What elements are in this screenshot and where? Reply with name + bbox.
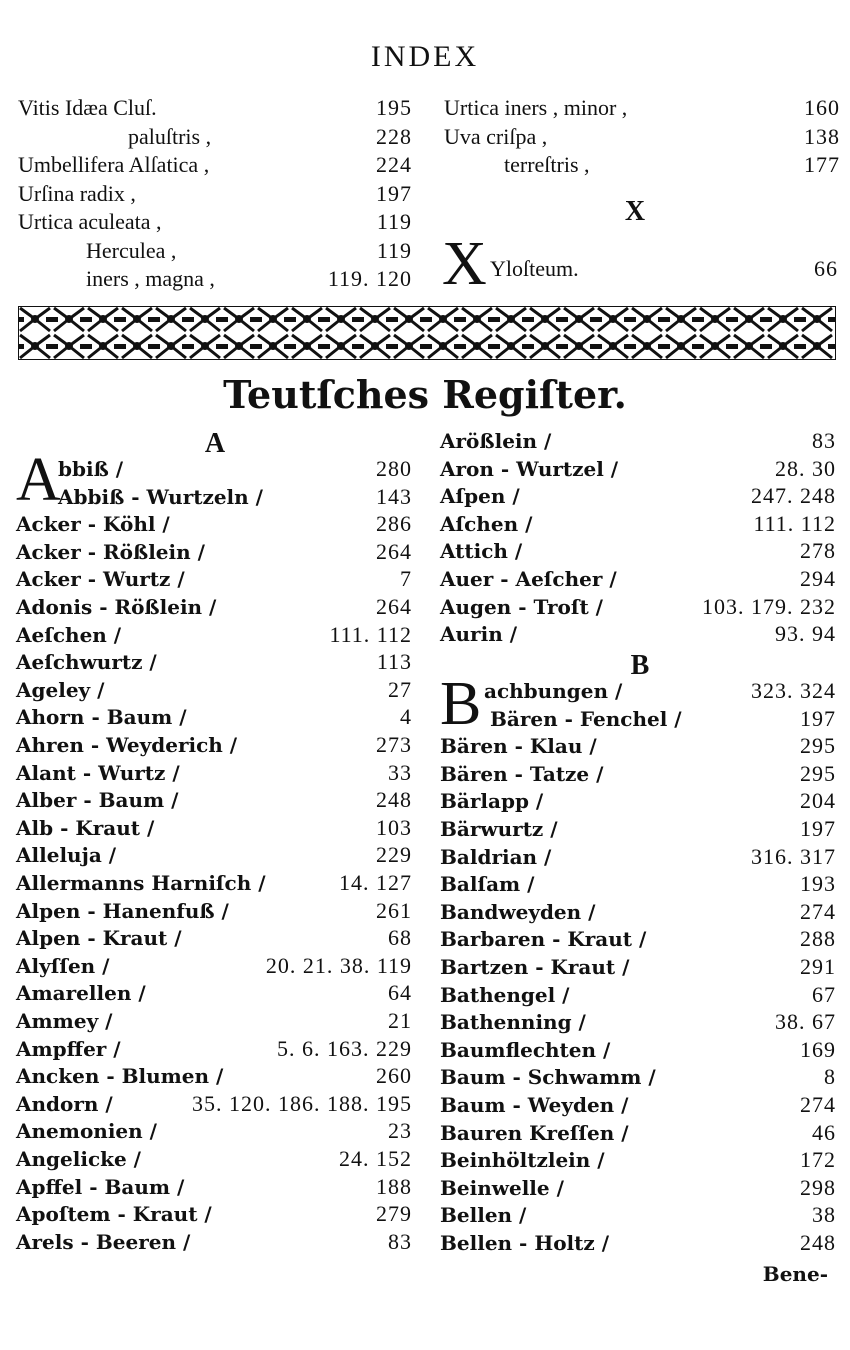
initial-a: A	[16, 446, 61, 514]
index-entry	[16, 703, 412, 731]
entry-pages: 27	[388, 676, 412, 702]
entry-term: Aron - Wurtzel /	[440, 456, 619, 481]
entry-term: Angelicke /	[16, 1147, 141, 1171]
index-entry	[440, 427, 836, 455]
entry-pages: 204	[800, 788, 836, 814]
entry-term: Alpen - Hanenfuß /	[16, 898, 229, 923]
entry-term: Alleluja /	[16, 843, 117, 868]
entry-pages: 4	[400, 704, 412, 730]
index-entry	[16, 1035, 412, 1063]
entry-term: Ahren - Weyderich /	[16, 733, 238, 757]
entry-term: Acker - Wurtz /	[16, 567, 185, 592]
index-entry	[440, 953, 836, 981]
index-entry	[440, 1146, 836, 1174]
index-entry	[18, 180, 412, 208]
index-entry	[16, 897, 412, 925]
entry-pages: 274	[800, 898, 836, 924]
index-entry	[16, 1062, 412, 1090]
section-letter-x: X	[624, 196, 646, 227]
entry-pages: 273	[376, 732, 412, 757]
index-entry	[16, 979, 412, 1007]
index-entry	[18, 151, 412, 179]
entry-pages: 261	[376, 897, 412, 923]
entry-term: iners , magna ,	[86, 266, 215, 291]
entry-pages: 23	[388, 1118, 412, 1144]
entry-term: Auer - Aeſcher /	[440, 567, 617, 591]
catchword: Bene-	[762, 1262, 828, 1286]
entry-pages: 46	[812, 1119, 836, 1145]
index-entry	[440, 482, 836, 510]
index-entry	[16, 759, 412, 787]
index-entry	[444, 94, 840, 122]
index-entry	[440, 565, 836, 593]
index-entry	[16, 924, 412, 952]
entry-pages: 111. 112	[753, 510, 836, 536]
entry-pages: 28. 30	[775, 455, 836, 481]
entry-pages: 229	[376, 842, 412, 868]
entry-pages: 93. 94	[775, 621, 836, 647]
entry-term: Alber - Baum /	[16, 788, 179, 813]
entry-pages: 7	[400, 566, 412, 592]
entry-term: Bärlapp /	[440, 789, 544, 814]
entry-pages: 264	[376, 538, 412, 564]
entry-term: Bathengel /	[440, 982, 570, 1007]
entry-term: Augen - Troſt /	[440, 594, 603, 619]
entry-term: Beinhöltzlein /	[440, 1148, 605, 1173]
entry-term: Baum - Weyden /	[440, 1093, 629, 1117]
entry-pages: 103. 179. 232	[702, 593, 836, 619]
entry-pages: 113	[376, 649, 412, 675]
index-entry	[440, 1229, 836, 1257]
index-entry	[440, 537, 836, 565]
entry-term: Urſina radix ,	[18, 180, 136, 206]
index-entry	[16, 869, 412, 897]
entry-pages: 260	[376, 1063, 412, 1089]
entry-term: Aſchen /	[440, 511, 533, 536]
index-entry	[128, 123, 412, 151]
index-entry	[440, 455, 836, 483]
entry-pages: 33	[388, 759, 412, 785]
entry-term: Barbaren - Kraut /	[440, 927, 647, 952]
entry-pages: 228	[376, 123, 412, 149]
entry-term: Bathenning /	[440, 1010, 586, 1035]
index-entry	[440, 1036, 836, 1064]
entry-term: paluſtris ,	[128, 123, 212, 149]
entry-pages: 197	[800, 816, 836, 841]
entry-term: Apffel - Baum /	[16, 1174, 185, 1199]
entry-pages: 195	[376, 95, 412, 120]
index-entry	[16, 1200, 412, 1228]
entry-pages: 288	[800, 926, 836, 952]
entry-term: Abbiß - Wurtzeln /	[58, 484, 263, 509]
index-entry	[440, 732, 836, 760]
entry-term: Baum - Schwamm /	[440, 1065, 656, 1090]
entry-term: Amarellen /	[16, 981, 146, 1006]
entry-term: Uva criſpa ,	[444, 123, 548, 149]
index-entry	[440, 620, 836, 648]
entry-term: Herculea ,	[86, 237, 177, 263]
index-entry	[16, 1007, 412, 1035]
index-entry	[16, 510, 412, 538]
index-entry	[58, 455, 412, 483]
index-entry	[440, 510, 836, 538]
entry-pages: 119	[376, 209, 412, 234]
entry-term: Aeſchen /	[16, 622, 122, 647]
entry-pages: 298	[800, 1174, 836, 1200]
index-entry	[16, 1117, 412, 1145]
index-entry	[16, 1173, 412, 1201]
entry-pages: 24. 152	[339, 1146, 412, 1171]
entry-term: Ammey /	[16, 1009, 113, 1033]
entry-pages: 248	[800, 1230, 836, 1255]
ornament-border	[18, 306, 836, 360]
entry-pages: 143	[376, 483, 412, 509]
entry-pages: 280	[376, 456, 412, 481]
index-entry	[18, 208, 412, 236]
index-entry	[16, 648, 412, 676]
index-entry	[86, 265, 412, 293]
entry-term: Yloſteum.	[490, 256, 579, 281]
index-entry	[440, 843, 836, 871]
entry-term: Bellen /	[440, 1203, 527, 1228]
index-entry	[440, 1063, 836, 1091]
entry-pages: 119. 120	[327, 266, 412, 291]
section-letter-a: A	[204, 428, 226, 459]
entry-term: Bauren Kreſſen /	[440, 1120, 629, 1145]
entry-term: Ahorn - Baum /	[16, 705, 187, 730]
entry-pages: 64	[388, 980, 412, 1006]
entry-pages: 38	[812, 1202, 836, 1228]
entry-pages: 119	[376, 237, 412, 263]
index-entry	[490, 705, 836, 733]
entry-term: Baldrian /	[440, 844, 552, 869]
entry-pages: 38. 67	[775, 1009, 836, 1035]
entry-term: Bellen - Holtz /	[440, 1231, 610, 1255]
entry-pages: 197	[800, 705, 836, 731]
entry-pages: 247. 248	[751, 483, 836, 509]
index-entry	[58, 483, 412, 511]
entry-pages: 193	[800, 871, 836, 897]
entry-pages: 286	[376, 511, 412, 537]
index-entry	[440, 1008, 836, 1036]
index-entry	[16, 814, 412, 842]
entry-pages: 160	[804, 95, 840, 120]
entry-term: Aurin /	[440, 622, 518, 647]
index-entry	[440, 1091, 836, 1119]
entry-pages: 8	[824, 1064, 836, 1090]
entry-term: Bandweyden /	[440, 899, 596, 924]
entry-term: Bärwurtz /	[440, 817, 558, 841]
index-entry	[444, 123, 840, 151]
entry-pages: 177	[804, 152, 840, 177]
entry-pages: 316. 317	[751, 843, 836, 869]
index-entry	[440, 898, 836, 926]
entry-term: Urtica aculeata ,	[18, 209, 162, 234]
entry-pages: 197	[376, 180, 412, 206]
entry-pages: 103	[376, 814, 412, 840]
entry-term: achbungen /	[484, 679, 623, 703]
entry-pages: 14. 127	[339, 870, 412, 895]
entry-pages: 83	[812, 428, 836, 453]
index-entry	[16, 1228, 412, 1256]
entry-pages: 83	[388, 1228, 412, 1254]
entry-pages: 67	[812, 981, 836, 1007]
entry-pages: 111. 112	[329, 621, 412, 647]
index-entry	[16, 1145, 412, 1173]
german-register-title: Teutſches Regiſter.	[223, 372, 627, 417]
entry-term: Acker - Köhl /	[16, 512, 170, 537]
entry-pages: 295	[800, 733, 836, 759]
index-entry	[16, 593, 412, 621]
index-entry	[440, 593, 836, 621]
entry-pages: 264	[376, 594, 412, 619]
entry-pages: 291	[800, 954, 836, 979]
index-entry	[86, 237, 412, 265]
index-entry	[440, 787, 836, 815]
entry-term: Ampffer /	[16, 1036, 121, 1061]
entry-term: terreſtris ,	[504, 152, 590, 177]
index-entry	[440, 925, 836, 953]
entry-term: Bären - Tatze /	[440, 761, 604, 786]
entry-term: Aeſchwurtz /	[16, 650, 157, 675]
entry-pages: 20. 21. 38. 119	[265, 952, 412, 978]
entry-pages: 294	[800, 566, 836, 591]
entry-term: Ancken - Blumen /	[16, 1064, 224, 1089]
entry-term: Aſpen /	[440, 484, 520, 509]
index-entry	[504, 151, 840, 179]
entry-term: Beinwelle /	[440, 1175, 564, 1200]
entry-term: Arößlein /	[440, 429, 552, 453]
index-entry	[16, 786, 412, 814]
initial-b: B	[440, 670, 482, 738]
entry-pages: 188	[376, 1173, 412, 1199]
entry-pages: 295	[800, 760, 836, 786]
entry-term: Andorn /	[16, 1091, 113, 1116]
entry-term: Balſam /	[440, 872, 535, 897]
initial-x: X	[442, 230, 487, 298]
entry-pages: 21	[388, 1008, 412, 1033]
index-entry	[440, 1174, 836, 1202]
entry-term: Bartzen - Kraut /	[440, 955, 630, 979]
entry-term: Bären - Fenchel /	[490, 706, 682, 731]
section-letter-b: B	[630, 650, 650, 681]
entry-term: Attich /	[440, 539, 523, 564]
entry-term: Urtica iners , minor ,	[444, 95, 628, 120]
index-entry	[16, 565, 412, 593]
index-entry	[440, 870, 836, 898]
index-entry	[484, 677, 836, 705]
entry-pages: 172	[800, 1147, 836, 1173]
entry-pages: 248	[376, 787, 412, 813]
entry-pages: 323. 324	[751, 678, 836, 703]
entry-term: Apoſtem - Kraut /	[16, 1202, 212, 1227]
index-entry	[440, 1201, 836, 1229]
index-entry	[440, 815, 836, 843]
index-entry	[18, 94, 412, 122]
index-entry	[16, 538, 412, 566]
entry-term: Alpen - Kraut /	[16, 926, 182, 951]
entry-pages: 138	[804, 123, 840, 149]
index-entry	[440, 1119, 836, 1147]
entry-pages: 35. 120. 186. 188. 195	[192, 1090, 412, 1116]
entry-term: Alb - Kraut /	[16, 815, 155, 840]
index-entry	[16, 952, 412, 980]
entry-term: Acker - Rößlein /	[16, 539, 205, 564]
entry-pages: 68	[388, 925, 412, 951]
entry-term: Alant - Wurtz /	[16, 760, 180, 785]
index-entry	[16, 731, 412, 759]
index-entry	[440, 981, 836, 1009]
entry-term: Arels - Beeren /	[16, 1229, 191, 1254]
entry-pages: 278	[800, 538, 836, 564]
entry-pages: 279	[376, 1201, 412, 1227]
index-entry	[490, 255, 838, 283]
entry-pages: 5. 6. 163. 229	[277, 1035, 412, 1061]
entry-term: Alyſſen /	[16, 953, 110, 978]
entry-pages: 66	[814, 256, 838, 281]
entry-term: Baumflechten /	[440, 1037, 611, 1062]
entry-term: bbiß /	[58, 457, 124, 481]
entry-term: Bären - Klau /	[440, 734, 597, 759]
entry-pages: 169	[800, 1036, 836, 1062]
index-entry	[16, 621, 412, 649]
entry-term: Adonis - Rößlein /	[16, 595, 217, 619]
entry-term: Anemonien /	[16, 1119, 157, 1144]
entry-term: Ageley /	[16, 677, 105, 702]
index-entry	[16, 1090, 412, 1118]
entry-pages: 274	[800, 1092, 836, 1117]
index-entry	[440, 760, 836, 788]
entry-pages: 224	[376, 152, 412, 177]
entry-term: Umbellifera Alſatica ,	[18, 152, 210, 177]
entry-term: Vitis Idæa Cluſ.	[18, 95, 157, 120]
entry-term: Allermanns Harniſch /	[16, 871, 266, 895]
index-entry	[16, 841, 412, 869]
running-head: INDEX	[370, 40, 480, 73]
index-entry	[16, 676, 412, 704]
